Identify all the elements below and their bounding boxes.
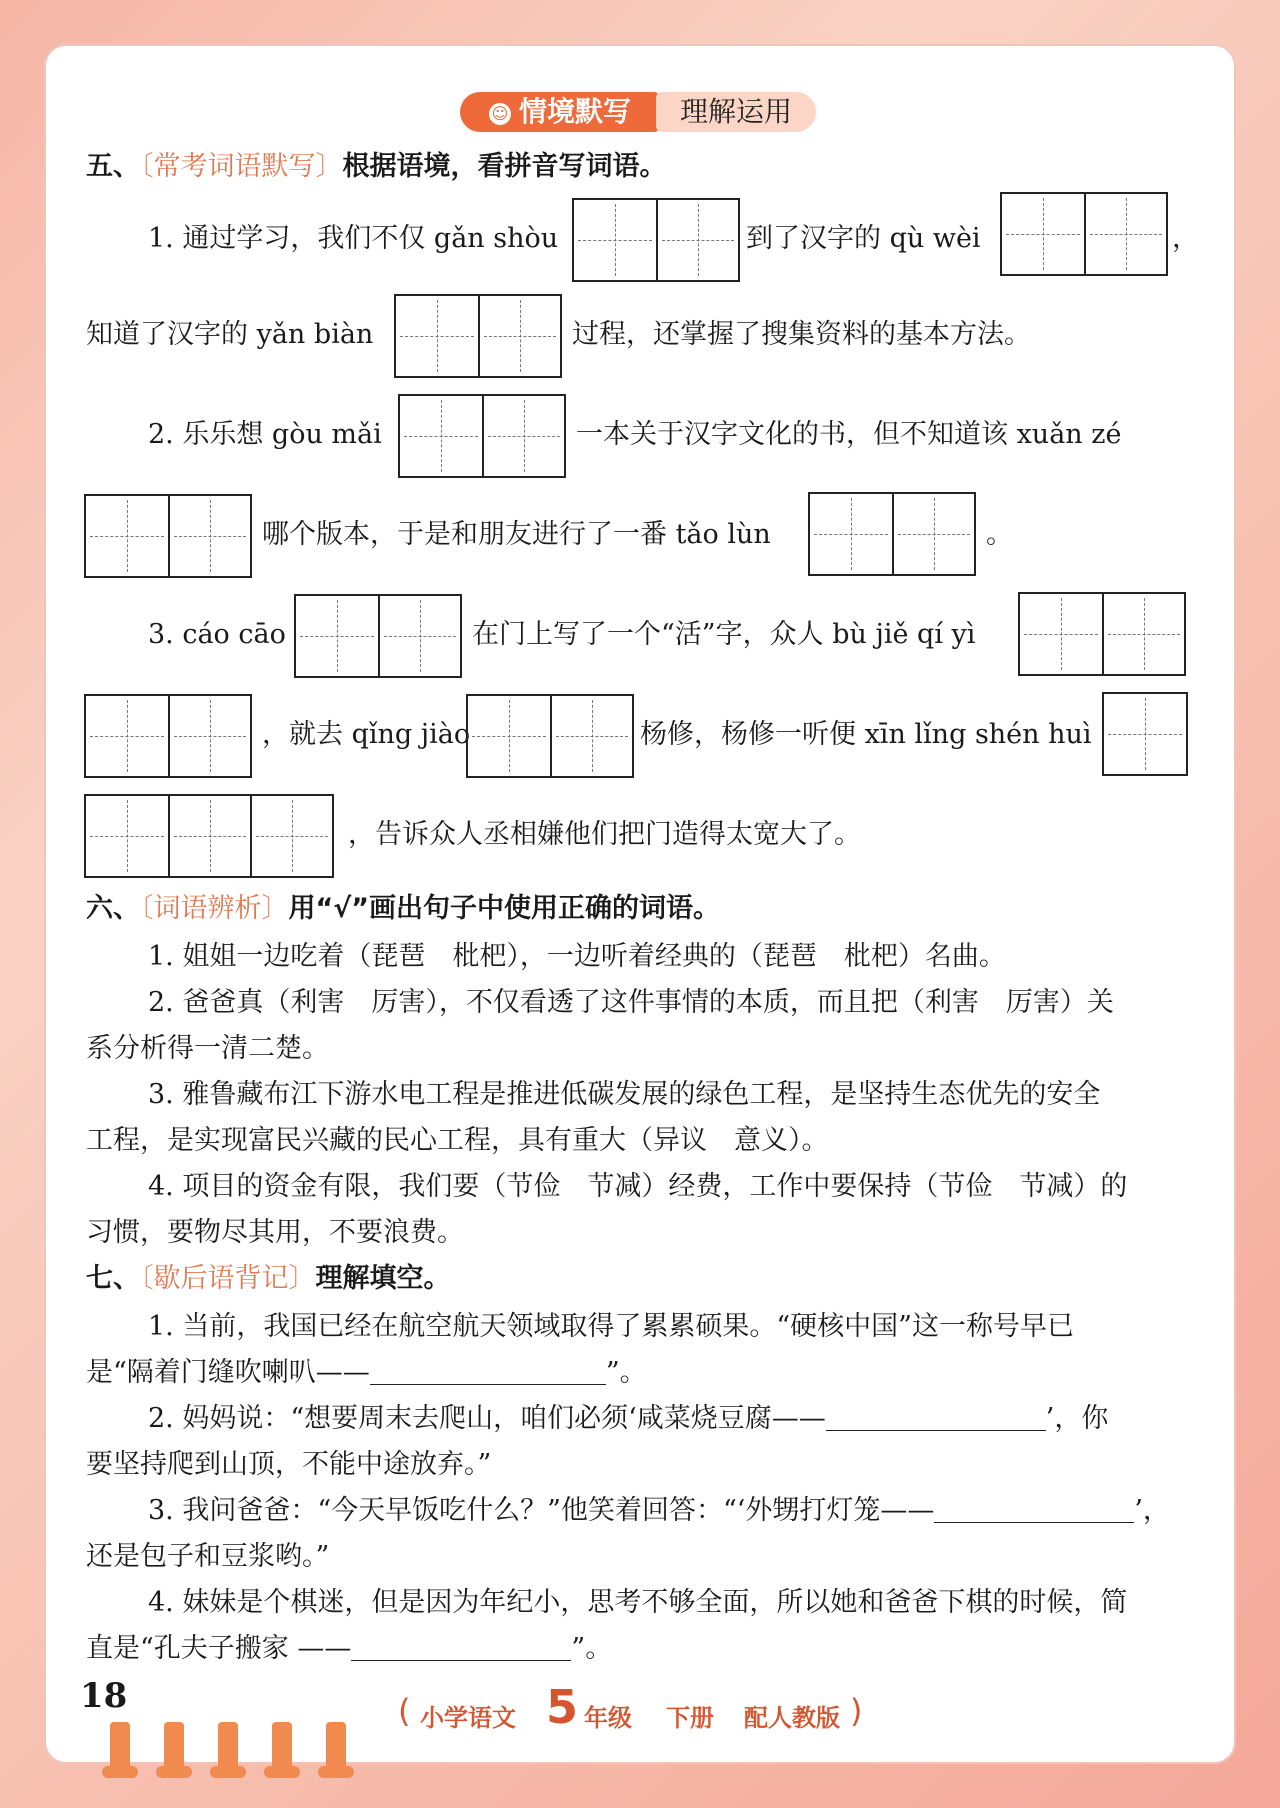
grid-cell[interactable] (1002, 194, 1084, 274)
fill-blank[interactable] (351, 1634, 571, 1661)
answer-grid[interactable] (1000, 192, 1168, 276)
grid-cell[interactable] (86, 796, 168, 876)
footer-volume: 下册 (666, 1704, 714, 1732)
section-tag: 〔歇后语背记〕 (140, 1263, 316, 1294)
footer-close-paren: ) (850, 1692, 863, 1730)
answer-grid[interactable] (84, 794, 334, 878)
q3-text-c: ，就去 qǐng jiào (262, 719, 471, 750)
s7-text: 直是“孔夫子搬家 —— (86, 1633, 352, 1664)
q2-text-a: 2. 乐乐想 gòu mǎi (148, 419, 382, 450)
s7-text: ’，你 (1045, 1403, 1109, 1434)
s6-line: 1. 姐姐一边吃着（琵琶 枇杷），一边听着经典的（琵琶 枇杷）名曲。 (148, 941, 1006, 972)
answer-grid[interactable] (294, 594, 462, 678)
footer-grade-number: 5 (546, 1680, 579, 1734)
grid-cell[interactable] (168, 696, 250, 776)
grid-cell[interactable] (296, 596, 378, 676)
footer-subject: 小学语文 (420, 1704, 516, 1732)
s7-line: 1. 当前，我国已经在航空航天领域取得了累累硕果。“硬核中国”这一称号早已 (148, 1311, 1074, 1342)
grid-cell[interactable] (574, 200, 656, 280)
footer-edition: 配人教版 (744, 1704, 840, 1732)
pencil-decoration (326, 1722, 346, 1772)
s7-text: ”。 (605, 1357, 647, 1388)
section-header (460, 92, 820, 132)
s7-text: 3. 我问爸爸：“今天早饭吃什么？”他笑着回答：“‘外甥打灯笼—— (148, 1495, 935, 1526)
grid-cell[interactable] (168, 496, 250, 576)
section-number: 七、 (86, 1263, 140, 1294)
pencil-decoration (164, 1722, 184, 1772)
grid-cell[interactable] (1084, 194, 1166, 274)
grid-cell[interactable] (656, 200, 738, 280)
pencil-decoration (218, 1722, 238, 1772)
section-tag: 〔词语辨析〕 (140, 893, 289, 924)
grid-cell[interactable] (396, 296, 478, 376)
s7-line (86, 1632, 612, 1666)
section-instruction: 理解填空。 (315, 1263, 451, 1294)
section-tag: 〔常考词语默写〕 (140, 151, 343, 182)
pencil-decoration (110, 1722, 130, 1772)
q1-text-a: 1. 通过学习，我们不仅 gǎn shòu (148, 223, 559, 254)
answer-grid[interactable] (394, 294, 562, 378)
q2-text-b: 一本关于汉字文化的书，但不知道该 xuǎn zé (576, 419, 1122, 450)
q1-text-b: 到了汉字的 qù wèi (746, 223, 981, 254)
s7-line: 要坚持爬到山顶，不能中途放弃。” (86, 1449, 492, 1480)
q3-text-d: 杨修，杨修一听便 xīn lǐng shén huì (640, 719, 1092, 750)
fill-blank[interactable] (370, 1358, 606, 1385)
s7-text: ”。 (571, 1633, 613, 1664)
answer-grid[interactable] (572, 198, 740, 282)
s6-line: 4. 项目的资金有限，我们要（节俭 节减）经费，工作中要保持（节俭 节减）的 (148, 1171, 1128, 1202)
section-number: 五、 (86, 151, 140, 182)
grid-cell[interactable] (168, 796, 250, 876)
grid-cell[interactable] (86, 496, 168, 576)
section-7-title (86, 1262, 451, 1296)
s6-line: 工程，是实现富民兴藏的民心工程，具有重大（异议 意义）。 (86, 1125, 829, 1156)
q3-text-b: 在门上写了一个“活”字，众人 bù jiě qí yì (472, 619, 976, 650)
q3-text-a: 3. cáo cāo (148, 619, 286, 650)
answer-grid[interactable] (1018, 592, 1186, 676)
grid-cell[interactable] (892, 494, 974, 574)
grid-cell[interactable] (468, 696, 550, 776)
answer-grid[interactable] (84, 494, 252, 578)
q2-text-d: 。 (986, 519, 1013, 550)
s6-line: 系分析得一清二楚。 (86, 1033, 329, 1064)
page-number: 18 (80, 1676, 128, 1716)
fill-blank[interactable] (826, 1404, 1046, 1431)
grid-cell[interactable] (1104, 694, 1186, 774)
header-tab-left (460, 92, 660, 132)
fill-blank[interactable] (934, 1496, 1134, 1523)
stamp-icon: ☺ (489, 103, 511, 125)
header-tab-left-label: 情境默写 (518, 95, 631, 128)
section-instruction: 用“√”画出句子中使用正确的词语。 (288, 893, 720, 924)
s7-line (148, 1494, 1170, 1528)
section-5-title (86, 150, 667, 184)
s6-line: 3. 雅鲁藏布江下游水电工程是推进低碳发展的绿色工程，是坚持生态优先的安全 (148, 1079, 1101, 1110)
section-number: 六、 (86, 893, 140, 924)
grid-cell[interactable] (378, 596, 460, 676)
book-footer (398, 1680, 868, 1734)
answer-grid[interactable] (1102, 692, 1188, 776)
s6-line: 习惯，要物尽其用，不要浪费。 (86, 1217, 464, 1248)
s7-text: 是“隔着门缝吹喇叭—— (86, 1357, 370, 1388)
q2-text-c: 哪个版本，于是和朋友进行了一番 tǎo lùn (262, 519, 771, 550)
grid-cell[interactable] (400, 396, 482, 476)
s7-line: 还是包子和豆浆哟。” (86, 1541, 330, 1572)
section-6-title (86, 892, 720, 926)
q3-text-e: ，告诉众人丞相嫌他们把门造得太宽大了。 (348, 819, 861, 850)
grid-cell[interactable] (1020, 594, 1102, 674)
pencil-decoration (272, 1722, 292, 1772)
answer-grid[interactable] (398, 394, 566, 478)
grid-cell[interactable] (478, 296, 560, 376)
grid-cell[interactable] (550, 696, 632, 776)
footer-open-paren: ( (398, 1692, 411, 1730)
s7-line (86, 1356, 647, 1390)
grid-cell[interactable] (1102, 594, 1184, 674)
s7-line (148, 1402, 1108, 1436)
s7-text: 2. 妈妈说：“想要周末去爬山，咱们必须‘咸菜烧豆腐—— (148, 1403, 826, 1434)
footer-grade: 年级 (584, 1704, 632, 1732)
header-tab-right: 理解运用 (656, 92, 816, 132)
s7-text: ’， (1134, 1495, 1170, 1526)
section-instruction: 根据语境，看拼音写词语。 (342, 151, 667, 182)
grid-cell[interactable] (482, 396, 564, 476)
q1-text-e: 过程，还掌握了搜集资料的基本方法。 (572, 319, 1031, 350)
grid-cell[interactable] (250, 796, 332, 876)
answer-grid[interactable] (808, 492, 976, 576)
q1-text-d: 知道了汉字的 yǎn biàn (86, 319, 374, 350)
answer-grid[interactable] (84, 694, 252, 778)
grid-cell[interactable] (810, 494, 892, 574)
q1-text-c: ， (1172, 223, 1199, 254)
answer-grid[interactable] (466, 694, 634, 778)
s6-line: 2. 爸爸真（利害 厉害），不仅看透了这件事情的本质，而且把（利害 厉害）关 (148, 987, 1114, 1018)
grid-cell[interactable] (86, 696, 168, 776)
s7-line: 4. 妹妹是个棋迷，但是因为年纪小，思考不够全面，所以她和爸爸下棋的时候，简 (148, 1587, 1128, 1618)
